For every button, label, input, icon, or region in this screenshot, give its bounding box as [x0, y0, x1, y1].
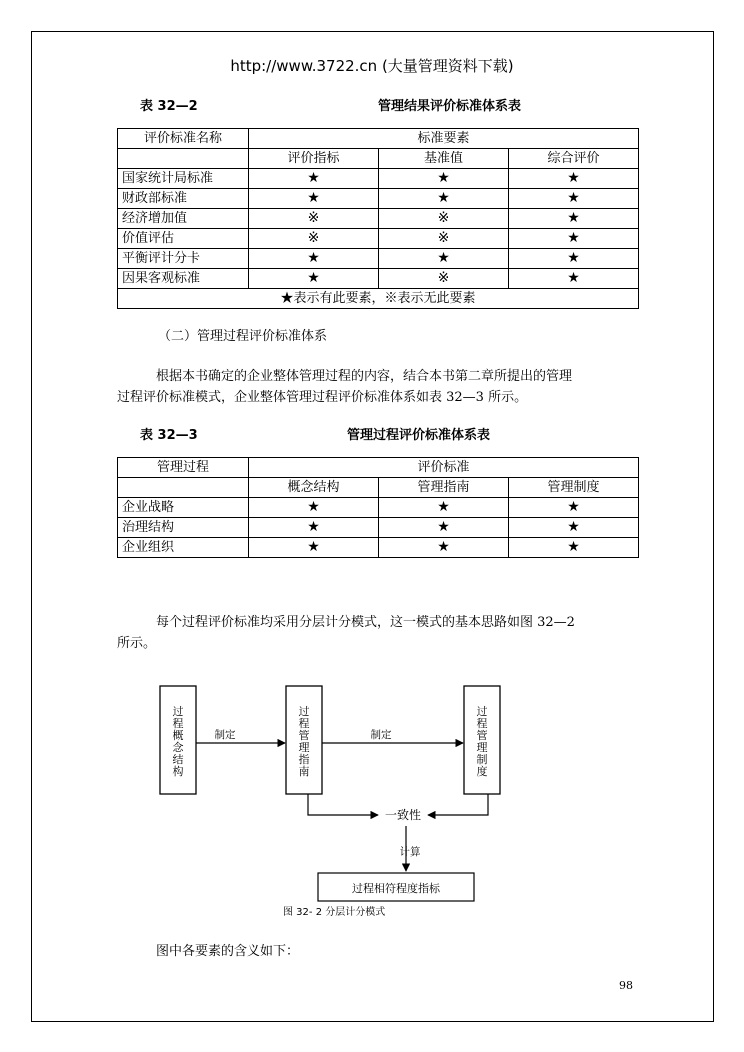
mark-cell: ※ [379, 229, 509, 249]
header-url[interactable]: http://www.3722.cn (大量管理资料下载) [230, 57, 514, 75]
row-label: 企业组织 [118, 538, 249, 558]
mark-cell: ※ [379, 209, 509, 229]
paragraph-1-line: 根据本书确定的企业整体管理过程的内容，结合本书第二章所提出的管理 [156, 369, 573, 384]
box2-char: 指 [298, 753, 310, 766]
box2-char: 南 [298, 765, 310, 778]
mark-cell: ★ [249, 498, 379, 518]
mark-cell: ★ [379, 518, 509, 538]
table1-empty-cell [118, 149, 249, 169]
table1-caption [140, 95, 600, 113]
paragraph-2 [117, 612, 647, 654]
mark-cell: ★ [249, 169, 379, 189]
table-row [118, 518, 639, 538]
box1-char: 构 [172, 765, 184, 778]
box1-char: 程 [172, 717, 184, 730]
row-label: 经济增加值 [118, 209, 249, 229]
flow-diagram [150, 680, 550, 920]
arrow-consistency-right [428, 794, 488, 815]
mark-cell: ★ [249, 269, 379, 289]
figure-caption: 图 32- 2 分层计分模式 [283, 907, 386, 918]
table-row [118, 189, 639, 209]
box2-text [299, 704, 310, 778]
paragraph-2-line: 所示。 [117, 636, 157, 651]
table1-title: 管理结果评价标准体系表 [378, 99, 522, 114]
mark-cell: ※ [249, 229, 379, 249]
table-row [118, 538, 639, 558]
box1-char: 结 [172, 753, 184, 766]
box1-text [173, 704, 185, 778]
mark-cell: ★ [379, 538, 509, 558]
row-label: 治理结构 [118, 518, 249, 538]
mark-cell: ★ [509, 518, 639, 538]
mark-cell: ★ [379, 498, 509, 518]
box2-char: 管 [298, 729, 310, 742]
table2-subheader: 概念结构 [249, 478, 379, 498]
table1-footnote: ★表示有此要素，※表示无此要素 [118, 289, 639, 309]
box3-char: 制 [476, 753, 488, 766]
row-label: 价值评估 [118, 229, 249, 249]
table2 [117, 457, 639, 558]
mark-cell: ★ [509, 538, 639, 558]
box3-char: 度 [476, 765, 488, 778]
arrow-define-2-label: 制定 [370, 729, 392, 741]
box3-char: 程 [476, 717, 488, 730]
table2-group-header: 评价标准 [249, 458, 639, 478]
mark-cell: ★ [509, 169, 639, 189]
table-row [118, 498, 639, 518]
mark-cell: ★ [379, 189, 509, 209]
mark-cell: ★ [249, 538, 379, 558]
mark-cell: ★ [249, 518, 379, 538]
arrow-consistency-left [308, 794, 378, 815]
table1-number: 表 32—2 [140, 99, 198, 114]
section-heading: （二）管理过程评价标准体系 [158, 329, 328, 344]
table-row [118, 269, 639, 289]
mark-cell: ★ [509, 229, 639, 249]
table-row [118, 249, 639, 269]
row-label: 企业战略 [118, 498, 249, 518]
mark-cell: ★ [509, 498, 639, 518]
box3-text [477, 704, 488, 778]
calculate-label: 计算 [399, 846, 421, 858]
box3-char: 过 [476, 705, 488, 718]
table1-subheader: 评价指标 [249, 149, 379, 169]
mark-cell: ※ [249, 209, 379, 229]
mark-cell: ★ [249, 189, 379, 209]
row-label: 国家统计局标准 [118, 169, 249, 189]
paragraph-1-line: 过程评价标准模式，企业整体管理过程评价标准体系如表 32—3 所示。 [117, 390, 528, 405]
table1-group-header: 标准要素 [249, 129, 639, 149]
paragraph-2-line: 每个过程评价标准均采用分层计分模式，这一模式的基本思路如图 32—2 [156, 615, 575, 630]
table1-col1-header: 评价标准名称 [118, 129, 249, 149]
box1-char: 概 [172, 729, 184, 742]
table2-empty-cell [118, 478, 249, 498]
box2-char: 理 [298, 741, 310, 754]
box2-char: 过 [298, 705, 310, 718]
table2-title: 管理过程评价标准体系表 [347, 428, 491, 443]
table2-subheader: 管理指南 [379, 478, 509, 498]
paragraph-3: 图中各要素的含义如下： [156, 944, 300, 959]
result-box-label: 过程相符程度指标 [352, 882, 440, 895]
row-label: 平衡评计分卡 [118, 249, 249, 269]
box1-char: 念 [172, 741, 184, 754]
table-row [118, 209, 639, 229]
paragraph-1 [117, 366, 647, 408]
mark-cell: ★ [509, 269, 639, 289]
table2-number: 表 32—3 [140, 428, 198, 443]
page-number: 98 [619, 979, 633, 992]
table2-caption [140, 424, 600, 442]
box2-char: 程 [298, 717, 310, 730]
table-row [118, 229, 639, 249]
table2-col1-header: 管理过程 [118, 458, 249, 478]
box3-char: 管 [476, 729, 488, 742]
mark-cell: ★ [509, 249, 639, 269]
table1 [117, 128, 639, 309]
table2-subheader: 管理制度 [509, 478, 639, 498]
mark-cell: ★ [379, 169, 509, 189]
table1-subheader: 基准值 [379, 149, 509, 169]
mark-cell: ★ [379, 249, 509, 269]
mark-cell: ★ [249, 249, 379, 269]
box3-char: 理 [476, 741, 488, 754]
arrow-define-1-label: 制定 [214, 729, 236, 741]
row-label: 财政部标准 [118, 189, 249, 209]
box1-char: 过 [172, 705, 184, 718]
consistency-label: 一致性 [384, 808, 422, 822]
row-label: 因果客观标准 [118, 269, 249, 289]
mark-cell: ※ [379, 269, 509, 289]
mark-cell: ★ [509, 189, 639, 209]
mark-cell: ★ [509, 209, 639, 229]
table-row [118, 169, 639, 189]
table1-subheader: 综合评价 [509, 149, 639, 169]
